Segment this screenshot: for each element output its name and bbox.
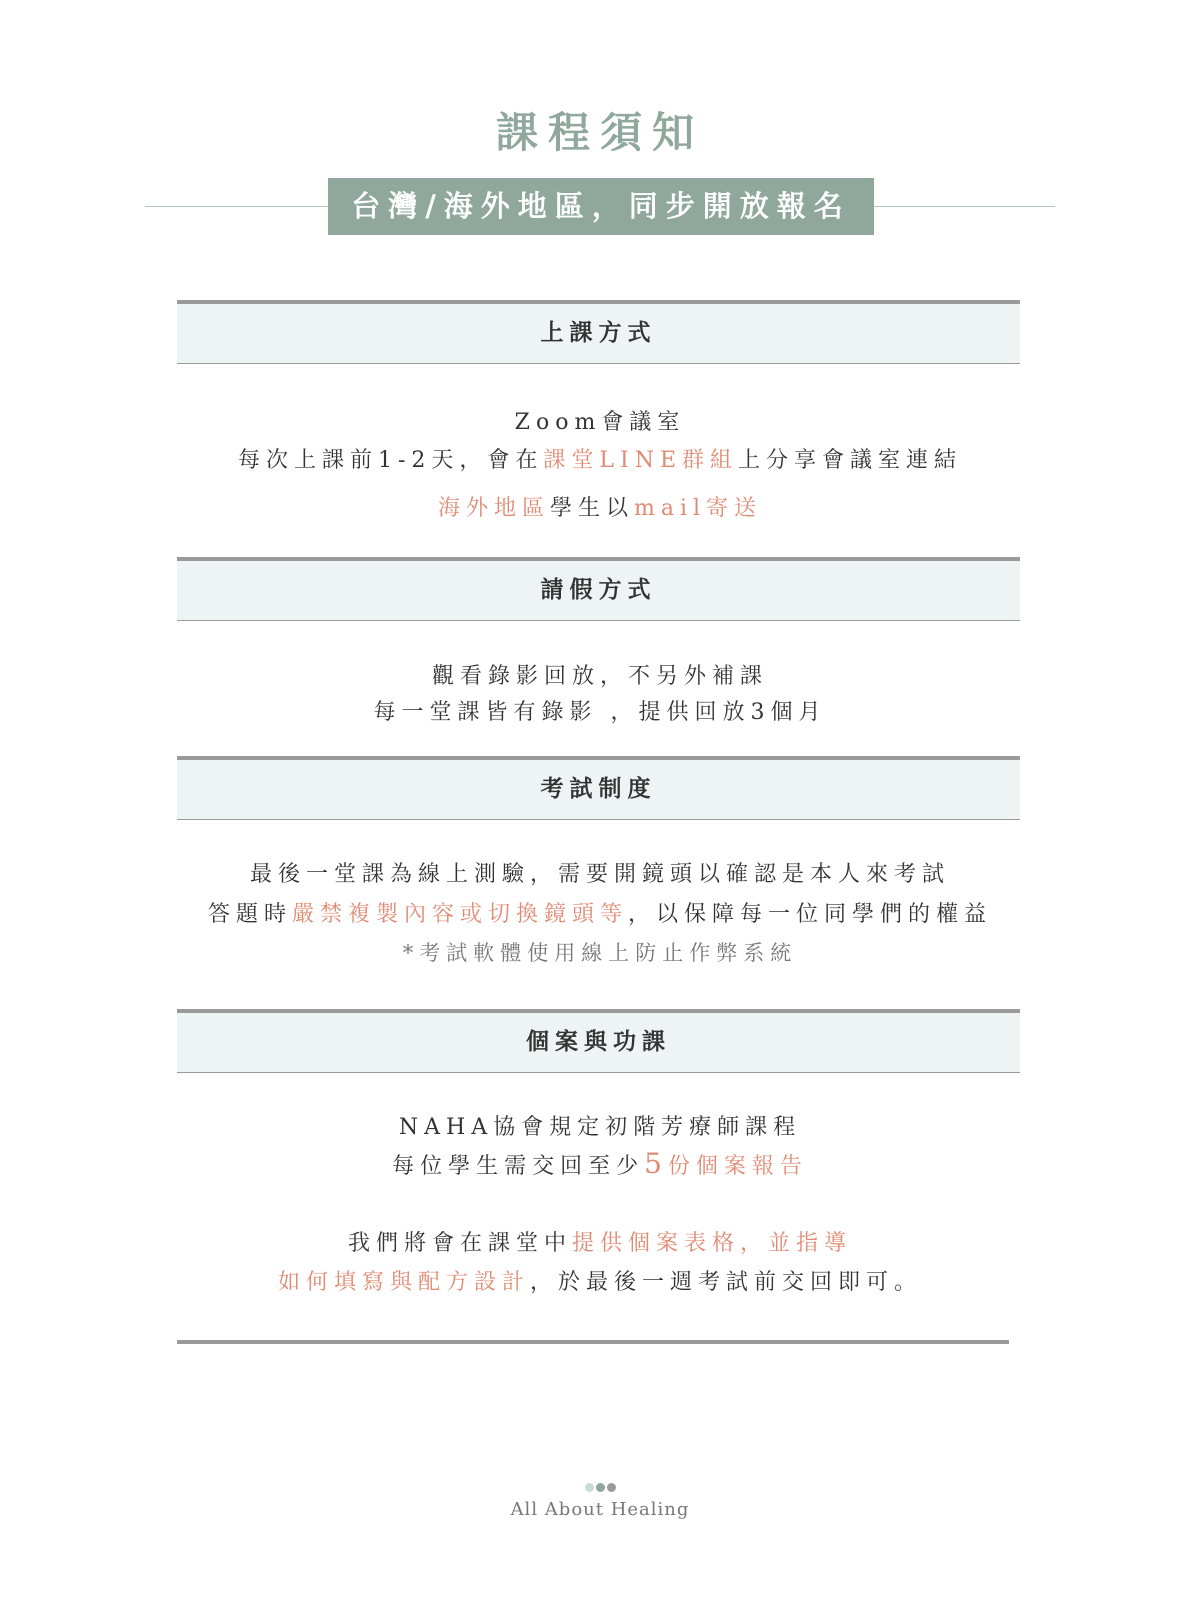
highlight-text: 份個案報告 bbox=[667, 1154, 808, 1179]
class-method-line-3 bbox=[0, 491, 1200, 522]
section-heading-leave: 請假方式 bbox=[177, 557, 1020, 621]
line-text: ，於最後一週考試前交回即可。 bbox=[530, 1270, 923, 1295]
dot-icon bbox=[596, 1483, 605, 1492]
class-method-line-1: Zoom會議室 bbox=[514, 410, 686, 435]
footer-text: All About Healing bbox=[510, 1499, 690, 1520]
footer-dots bbox=[0, 1477, 1200, 1496]
highlight-text: mail寄送 bbox=[633, 496, 763, 521]
case-line-3 bbox=[0, 1226, 1200, 1257]
leave-line-1: 觀看錄影回放，不另外補課 bbox=[431, 664, 768, 689]
highlight-text: 嚴禁複製內容或切換鏡頭等 bbox=[291, 902, 628, 927]
end-divider bbox=[177, 1340, 1009, 1344]
page-title: 課程須知 bbox=[495, 108, 704, 157]
line-text: ，以保障每一位同學們的權益 bbox=[628, 902, 993, 927]
line-text: 我們將會在課堂中 bbox=[347, 1231, 572, 1256]
line-text: 上分享會議室連結 bbox=[738, 448, 963, 473]
highlight-text: 課堂LINE群組 bbox=[543, 448, 739, 473]
case-line-4 bbox=[0, 1265, 1200, 1296]
highlight-text: 海外地區 bbox=[437, 496, 550, 521]
section-heading-case-homework: 個案與功課 bbox=[177, 1009, 1020, 1073]
exam-note: *考試軟體使用線上防止作弊系統 bbox=[402, 941, 798, 965]
highlight-text: 提供個案表格，並指導 bbox=[572, 1231, 853, 1256]
case-line-2 bbox=[0, 1147, 1200, 1180]
registration-banner: 台灣/海外地區，同步開放報名 bbox=[328, 178, 874, 235]
dot-icon bbox=[607, 1483, 616, 1492]
line-text: 每次上課前1-2天，會在 bbox=[237, 448, 544, 473]
highlight-text: 如何填寫與配方設計 bbox=[277, 1270, 530, 1295]
line-text: 每位學生需交回至少 bbox=[392, 1154, 645, 1179]
line-text: 答題時 bbox=[207, 902, 292, 927]
section-heading-class-method: 上課方式 bbox=[177, 300, 1020, 364]
line-text: 學生以 bbox=[549, 496, 634, 521]
section-heading-exam: 考試制度 bbox=[177, 756, 1020, 820]
exam-line-1: 最後一堂課為線上測驗，需要開鏡頭以確認是本人來考試 bbox=[249, 862, 950, 887]
exam-line-2 bbox=[0, 897, 1200, 928]
dot-icon bbox=[585, 1483, 594, 1492]
case-line-1: NAHA協會規定初階芳療師課程 bbox=[398, 1115, 802, 1140]
class-method-line-2 bbox=[0, 443, 1200, 474]
leave-line-2: 每一堂課皆有錄影 ，提供回放3個月 bbox=[373, 700, 827, 725]
highlight-number: 5 bbox=[644, 1147, 668, 1180]
